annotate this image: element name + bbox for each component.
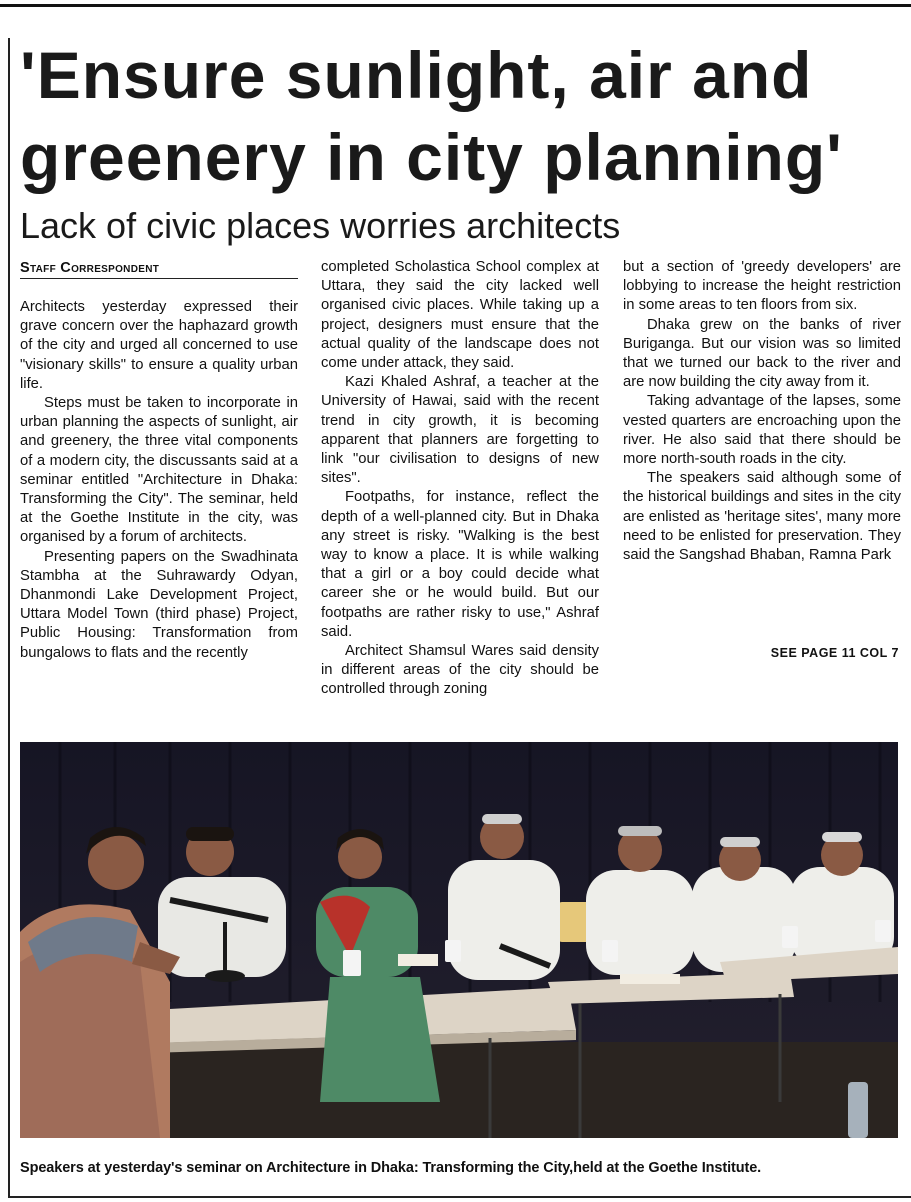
headline-line-2: greenery in city planning' xyxy=(20,120,843,194)
paragraph: Footpaths, for instance, reflect the depth of a well-planned city. But in Dhaka any street is risky. "Walking is the best way to know a place. It is while walking that a girl or a boy could decide what career she or he would build. But our footpaths are rather risky to use," Ashraf said. xyxy=(321,489,599,640)
left-rule xyxy=(8,38,10,1198)
byline: Staff Correspondent xyxy=(20,260,298,279)
paragraph: Steps must be taken to incorporate in urban planning the aspects of sunlight, air and greenery, the three vital components of a modern city, the discussants said at a seminar entitled "Architecture in Dhaka: Transforming the City". The seminar, held at the Goethe Institute in the city, was organised by a forum of architects. xyxy=(20,395,298,546)
subheadline: Lack of civic places worries architects xyxy=(20,205,621,246)
paragraph: Taking advantage of the lapses, some vested quarters are encroaching upon the river. He also said that there should be more north-south roads in the city. xyxy=(623,393,901,468)
water-glass xyxy=(343,950,361,976)
article-column-1 xyxy=(20,298,298,663)
headline-line-1: 'Ensure sunlight, air and xyxy=(20,38,813,112)
paragraph: but a section of 'greedy developers' are lobbying to increase the height restriction in some areas to ten floors from six. xyxy=(623,259,901,314)
water-glass xyxy=(875,920,891,942)
water-glass xyxy=(782,926,798,948)
paragraph: Kazi Khaled Ashraf, a teacher at the University of Hawai, said with the recent trend in city growth, it is becoming apparent that planners are forgetting to link "our civilisation to designs of new sites". xyxy=(321,374,599,487)
paragraph: Architects yesterday expressed their grave concern over the haphazard growth of the city and urged all concerned to use "visionary skills" to ensure a quality urban life. xyxy=(20,299,298,392)
water-bottle xyxy=(848,1082,868,1138)
photo-caption: Speakers at yesterday's seminar on Architecture in Dhaka: Transforming the City,held at the Goethe Institute. xyxy=(20,1160,762,1176)
headline xyxy=(20,34,900,198)
paragraph: The speakers said although some of the historical buildings and sites in the city are enlisted as 'heritage sites', many more need to be enlisted for preservation. They said the Sangshad Bhaban, Ramna Park xyxy=(623,470,901,564)
water-glass xyxy=(445,940,461,962)
paragraph: completed Scholastica School complex at Uttara, they said the city lacked well organised civic places. While taking up a project, designers must ensure that the actual quality of the landscape does not come under attack, they said. xyxy=(321,259,599,372)
paragraph: Dhaka grew on the banks of river Buriganga. But our vision was so limited that we turned our back to the river and are now building the city away from it. xyxy=(623,316,901,391)
article-column-2 xyxy=(321,258,599,700)
paper xyxy=(398,954,438,966)
saree-lower xyxy=(320,977,440,1102)
water-glass xyxy=(602,940,618,962)
top-rule xyxy=(0,4,911,7)
paragraph: Architect Shamsul Wares said density in different areas of the city should be controlled through zoning xyxy=(321,643,599,698)
paper xyxy=(620,974,680,984)
jump-reference: SEE PAGE 11 COL 7 xyxy=(770,646,899,660)
article-column-3 xyxy=(623,258,901,565)
paragraph: Presenting papers on the Swadhinata Stambha at the Suhrawardy Odyan, Dhanmondi Lake Development Project, Uttara Model Town (third phase) Project, Public Housing: Transformation from bungalows to flats and the recently xyxy=(20,548,298,661)
bottom-rule xyxy=(8,1196,911,1198)
seminar-photo xyxy=(20,742,898,1138)
